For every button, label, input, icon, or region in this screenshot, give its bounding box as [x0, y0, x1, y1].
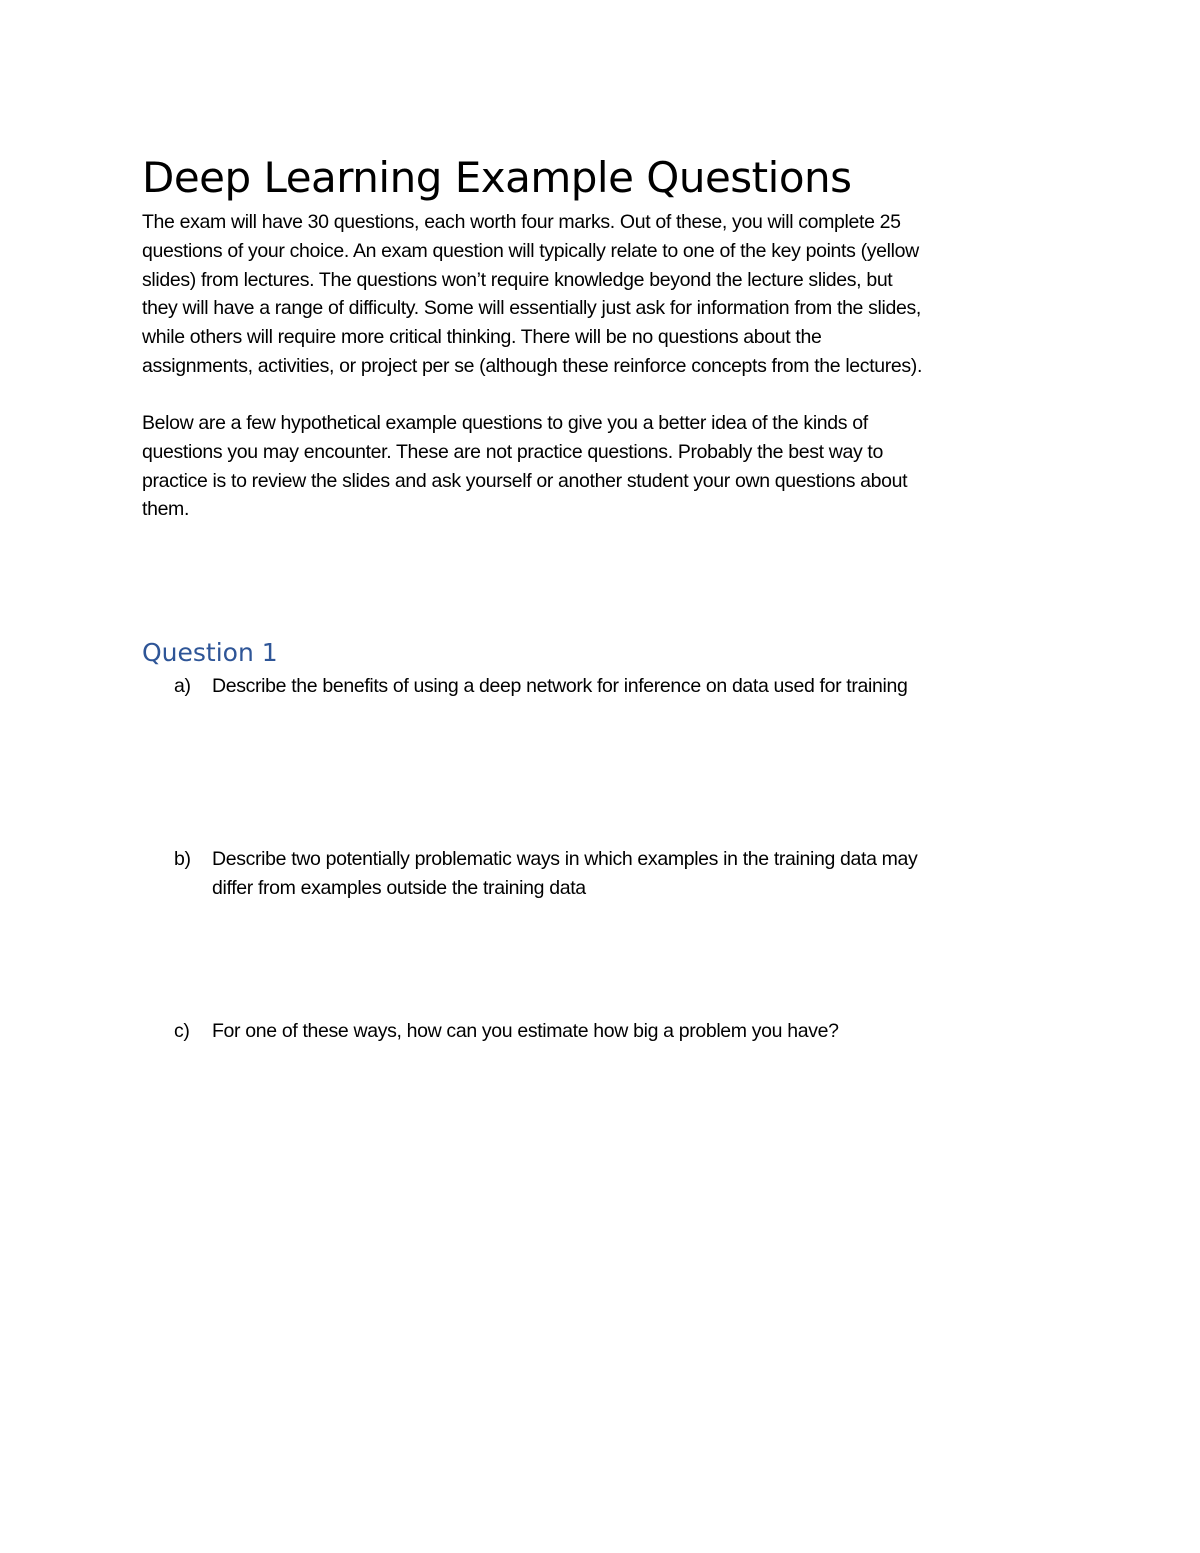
list-marker: b): [174, 848, 191, 870]
question-text: [212, 845, 1072, 903]
intro-line: they will have a range of difficulty. Some will essentially just ask for information from the slides,: [142, 297, 921, 320]
question-line: differ from examples outside the training data: [212, 876, 586, 899]
intro-paragraph: [142, 208, 1062, 381]
question-line: For one of these ways, how can you estimate how big a problem you have?: [212, 1020, 839, 1042]
examples-line: Below are a few hypothetical example questions to give you a better idea of the kinds of: [142, 412, 868, 434]
examples-paragraph: [142, 409, 1062, 524]
intro-line: while others will require more critical thinking. There will be no questions about the: [142, 326, 822, 349]
question-heading: Question 1: [142, 638, 278, 667]
list-marker: a): [174, 675, 191, 697]
intro-line: The exam will have 30 questions, each worth four marks. Out of these, you will complete 25: [142, 211, 901, 233]
question-text: [212, 1017, 1072, 1046]
examples-line: them.: [142, 498, 190, 521]
question-line: Describe two potentially problematic ways in which examples in the training data may: [212, 848, 918, 870]
examples-line: questions you may encounter. These are not practice questions. Probably the best way to: [142, 440, 883, 463]
intro-line: assignments, activities, or project per se (although these reinforce concepts from the lectures).: [142, 354, 923, 377]
list-marker: c): [174, 1020, 190, 1042]
question-line: Describe the benefits of using a deep network for inference on data used for training: [212, 675, 908, 697]
intro-line: questions of your choice. An exam question will typically relate to one of the key points (yellow: [142, 239, 919, 262]
document-title: Deep Learning Example Questions: [142, 153, 852, 202]
intro-line: slides) from lectures. The questions won’t require knowledge beyond the lecture slides, but: [142, 268, 893, 291]
examples-line: practice is to review the slides and ask yourself or another student your own questions about: [142, 469, 908, 492]
question-text: [212, 672, 1072, 701]
